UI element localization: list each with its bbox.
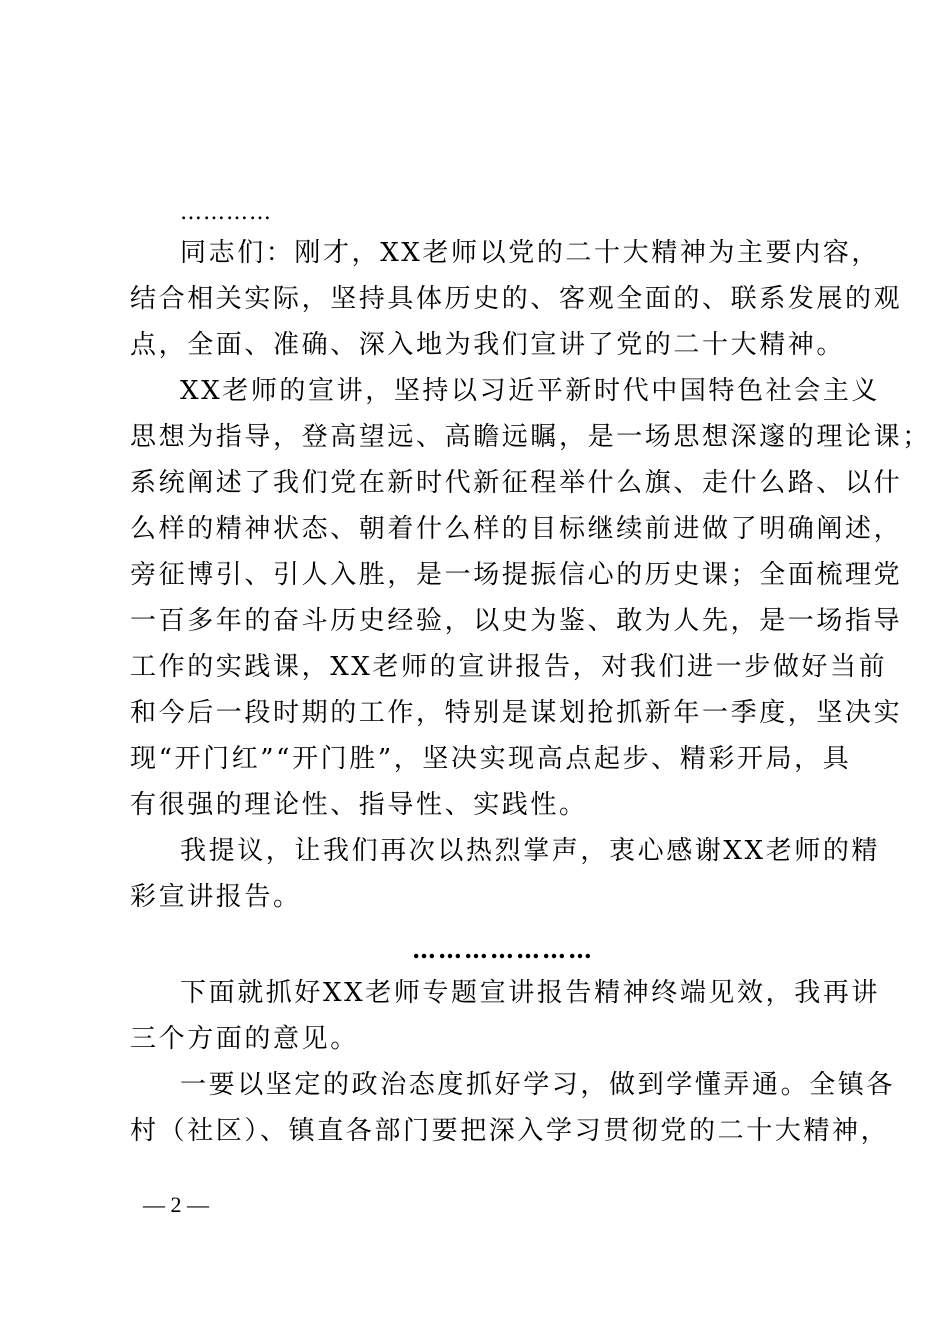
paragraph-2-line-1: XX老师的宣讲，坚持以习近平新时代中国特色社会主义 [180, 376, 881, 406]
paragraph-2-line-5: 旁征博引、引人入胜，是一场提振信心的历史课；全面梳理党 [130, 560, 903, 590]
paragraph-2-line-7: 工作的实践课，XX老师的宣讲报告，对我们进一步做好当前 [130, 652, 888, 682]
paragraph-3-line-2: 彩宣讲报告。 [130, 882, 302, 912]
paragraph-5-line-2: 村（社区）、镇直各部门要把深入学习贯彻党的二十大精神， [130, 1116, 890, 1146]
paragraph-2-line-2: 思想为指导，登高望远、高瞻远瞩，是一场思想深邃的理论课； [130, 422, 931, 452]
ellipsis-separator-middle: ………………… [412, 935, 594, 964]
paragraph-5-line-1: 一要以坚定的政治态度抓好学习，做到学懂弄通。全镇各 [180, 1070, 896, 1100]
paragraph-2-line-6: 一百多年的奋斗历史经验，以史为鉴、敢为人先，是一场指导 [130, 606, 903, 636]
paragraph-4-line-2: 三个方面的意见。 [130, 1024, 359, 1054]
paragraph-2-line-3: 系统阐述了我们党在新时代新征程举什么旗、走什么路、以什 [130, 468, 903, 498]
page-number: — 2 — [143, 1192, 209, 1217]
paragraph-1-line-2: 结合相关实际，坚持具体历史的、客观全面的、联系发展的观 [130, 284, 903, 314]
paragraph-1-line-3: 点，全面、准确、深入地为我们宣讲了党的二十大精神。 [130, 330, 846, 360]
paragraph-4-line-1: 下面就抓好XX老师专题宣讲报告精神终端见效，我再讲 [180, 978, 881, 1008]
paragraph-2-line-10: 有很强的理论性、指导性、实践性。 [130, 790, 588, 820]
paragraph-2-line-9: 现“开门红”“开门胜”，坚决实现高点起步、精彩开局，具 [130, 744, 852, 774]
paragraph-1-line-1: 同志们：刚才，XX老师以党的二十大精神为主要内容， [180, 238, 881, 268]
paragraph-3-line-1: 我提议，让我们再次以热烈掌声，衷心感谢XX老师的精 [180, 836, 881, 866]
paragraph-2-line-4: 么样的精神状态、朝着什么样的目标继续前进做了明确阐述， [130, 514, 903, 544]
ellipsis-separator-top: ………… [180, 200, 272, 225]
paragraph-2-line-8: 和今后一段时期的工作，特别是谋划抢抓新年一季度，坚决实 [130, 698, 903, 728]
